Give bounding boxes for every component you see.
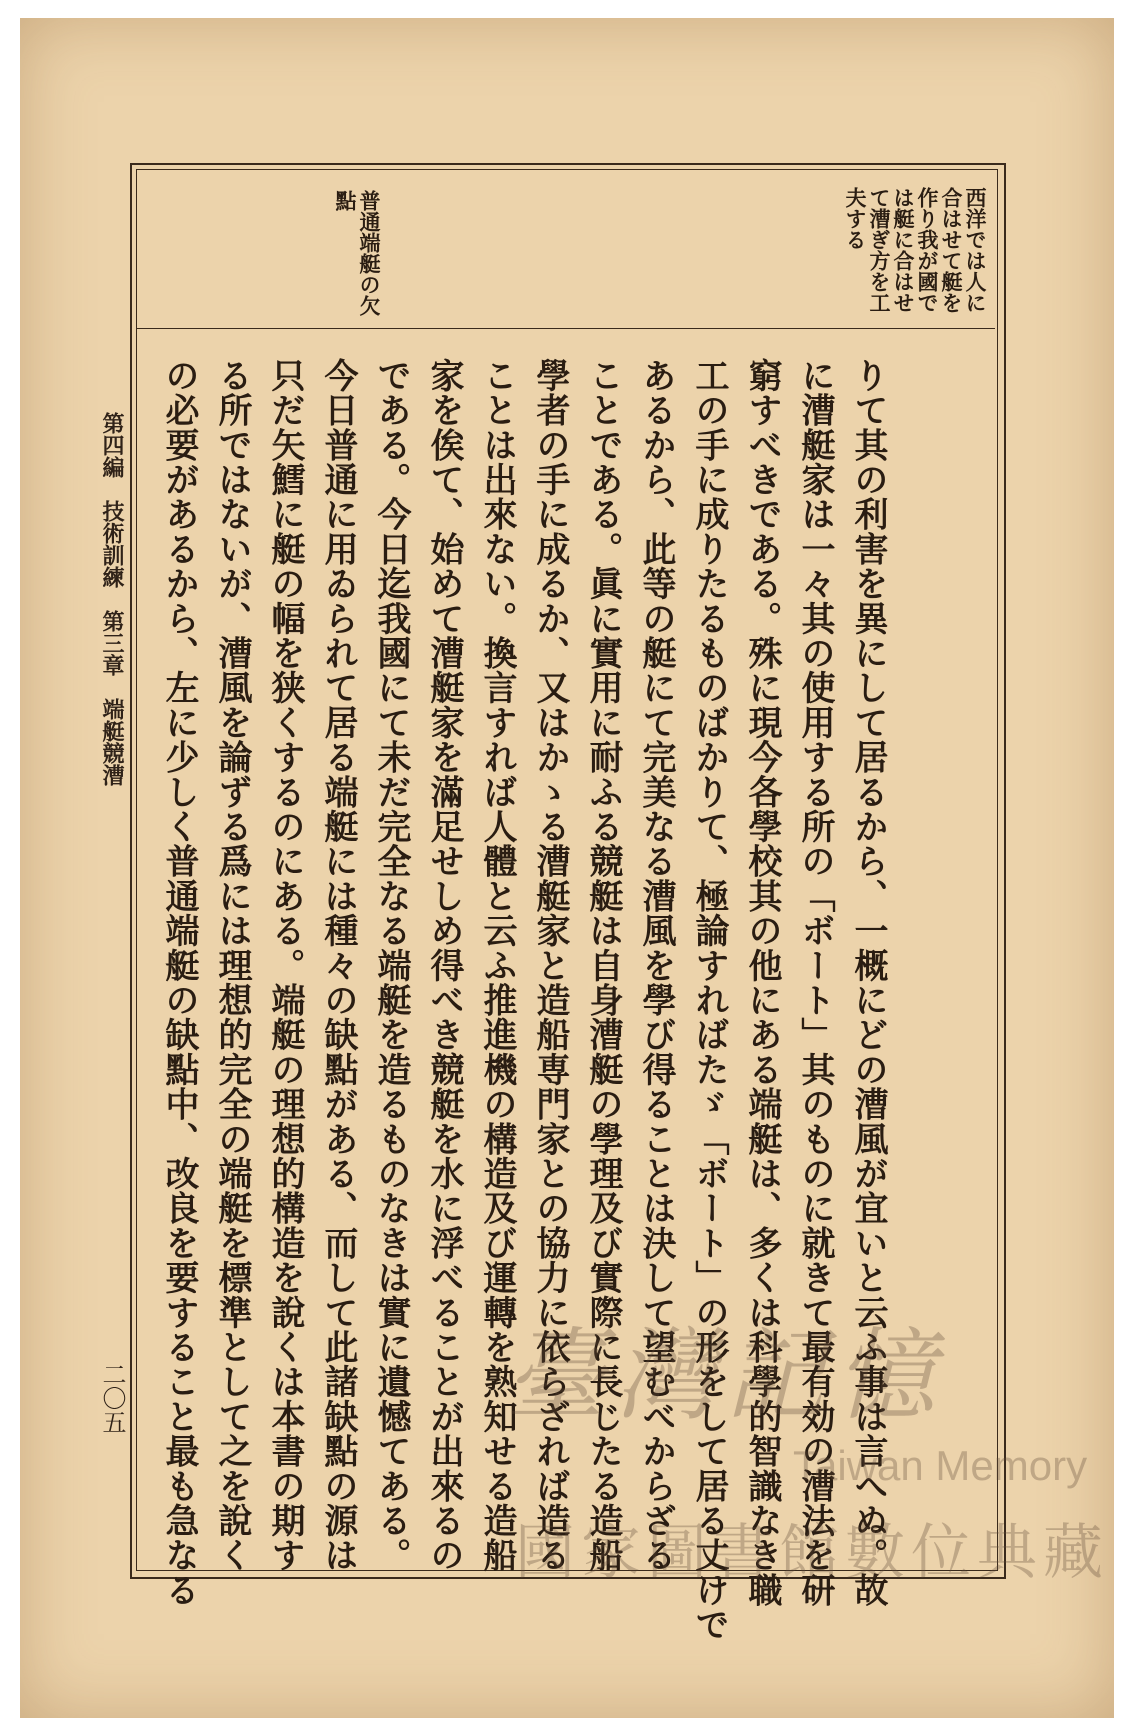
body-column: 窮すべきである。殊に現今各學校其の他にある端艇は、多くは科學的智識なき職 [742,358,782,1608]
body-column: に漕艇家は一々其の使用する所の「ボート」其のものに就きて最有効の漕法を研 [795,358,835,1608]
body-column: ことである。眞に實用に耐ふる競艇は自身漕艇の學理及び實際に長じたる造船 [583,358,623,1573]
body-column: る所ではないが、漕風を論ずる爲には理想的完全の端艇を標準として之を說く [212,358,252,1573]
watermark-latin: Taiwan Memory [793,1442,1088,1489]
body-column: 工の手に成りたるものばかりて、極論すればたゞ「ボート」の形をして居る丈けで [689,358,729,1642]
body-column: 家を俟て、始めて漕艇家を滿足せしめ得べき競艇を水に浮べることが出來るの [424,358,464,1573]
margin-note-divider [137,328,995,329]
margin-note-rowing-style: 西洋では人に 合はせて艇を 作り我が國で は艇に合はせ て漕ぎ方を工 夫する [843,187,988,313]
body-column: 學者の手に成るか、又はかゝる漕艇家と造船専門家との協力に依らざれば造る [530,358,570,1573]
body-column: ことは出來ない。換言すれば人體と云ふ推進機の構造及び運轉を熟知せる造船 [477,358,517,1573]
body-column: 只だ矢鱈に艇の幅を狭くするのにある。端艇の理想的構造を說くは本書の期す [265,358,305,1573]
watermark-script: 臺灣記憶 [505,1317,945,1434]
body-column: あるから、此等の艇にて完美なる漕風を學び得ることは決して望むべからざる [636,358,676,1573]
body-column: の必要があるから、左に少しく普通端艇の缺點中、改良を要すること最も急なる [159,358,199,1608]
watermark-institution: 國家圖書館數位典藏 [515,1519,1109,1586]
running-head: 第四編 技術訓練 第三章 端艇競漕 [99,412,125,786]
margin-note-boat-defects: 普通端艇の欠 點 [333,190,382,316]
body-column: りて其の利害を異にして居るから、一概にどの漕風が宜いと云ふ事は言へぬ。故 [848,358,888,1608]
body-column: 今日普通に用ゐられて居る端艇には種々の缺點がある、而して此諸缺點の源は [318,358,358,1573]
body-column: である。今日迄我國にて未だ完全なる端艇を造るものなきは實に遺憾てある。 [371,358,411,1573]
page-number: 二〇五 [98,1362,126,1434]
